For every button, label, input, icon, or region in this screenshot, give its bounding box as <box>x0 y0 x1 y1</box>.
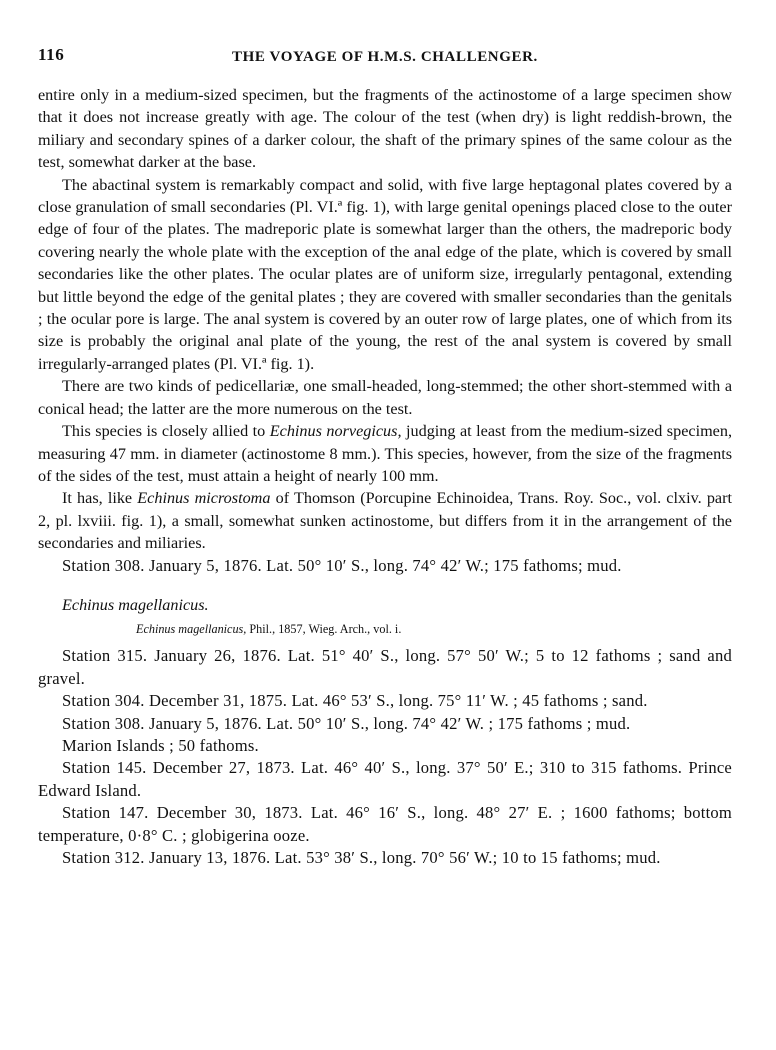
paragraph-pedicellariae: There are two kinds of pedicellariæ, one small-headed, long-stemmed; the other short-stemmed with a conical head; the latter are the more numerous on the test. <box>38 377 732 418</box>
paragraph-affinity <box>38 420 732 487</box>
reference-species-name: Echinus magellanicus, <box>136 622 247 637</box>
species-reference <box>38 620 732 638</box>
text-run: of Thomson (Porcupine Echinoidea, Trans. Roy. Soc., vol. clxiv. part 2, pl. lxviii. fig. 1), a small, somewhat sunken actinostome, but differs from it in the arrangement of the secondaries and miliaries. <box>38 489 732 553</box>
species-heading: Echinus magellanicus. <box>62 595 209 614</box>
paragraph-comparison <box>38 487 732 554</box>
species-name-italic: Echinus microstoma <box>137 489 271 508</box>
reference-citation: Phil., 1857, Wieg. Arch., vol. i. <box>246 622 402 637</box>
paragraph-abactinal-system: The abactinal system is remarkably compact and solid, with five large heptagonal plates covered by a close granulation of small secondaries (Pl. VI.ª fig. 1), with large genital openings placed close to the outer edge of four of the plates. The madreporic plate is somewhat larger than the others, the madreporic body covering nearly the whole plate with the exception of the anal edge of the plate, which is covered by small secondaries like the other plates. The ocular plates are of uniform size, irregularly pentagonal, extending but little beyond the edge of the genital plates ; they are covered with smaller secondaries than the genitals ; the ocular pore is large. The anal system is covered by an outer row of large plates, one of which from its size is probably the original anal plate of the young, the rest of the anal system is covered by small irregularly-arranged plates (Pl. VI.ª fig. 1). <box>38 175 732 373</box>
page-number: 116 <box>38 45 65 64</box>
station-record: Marion Islands ; 50 fathoms. <box>62 735 259 755</box>
species-name-italic: Echinus norvegicus, <box>269 422 402 441</box>
text-run: judging at least from the medium-sized specimen, measuring 47 mm. in diameter (actinostome 8 mm.). This species, however, from the size of the fragments of the sides of the test, must attain a height of nearly 100 mm. <box>38 422 732 485</box>
text-run: It has, like <box>62 489 138 508</box>
station-record: Station 315. January 26, 1876. Lat. 51° 40′ S., long. 57° 50′ W.; 5 to 12 fathoms ; sand and gravel. <box>38 646 732 688</box>
running-header <box>38 44 732 66</box>
text-run: This species is closely allied to <box>62 422 270 441</box>
station-record: Station 145. December 27, 1873. Lat. 46° 40′ S., long. 37° 50′ E.; 310 to 315 fathoms. Prince Edward Island. <box>38 758 732 800</box>
station-record: Station 308. January 5, 1876. Lat. 50° 10′ S., long. 74° 42′ W.; 175 fathoms; mud. <box>62 555 622 575</box>
station-record: Station 312. January 13, 1876. Lat. 53° 38′ S., long. 70° 56′ W.; 10 to 15 fathoms; mud. <box>62 848 661 867</box>
station-record: Station 308. January 5, 1876. Lat. 50° 10′ S., long. 74° 42′ W. ; 175 fathoms ; mud. <box>62 713 631 733</box>
paragraph-continuation: entire only in a medium-sized specimen, but the fragments of the actinostome of a large specimen show that it does not increase greatly with age. The colour of the test (when dry) is light reddish-brown, the miliary and secondary spines of a darker colour, the shaft of the primary spines of the same colour as the test, somewhat darker at the base. <box>38 86 732 172</box>
station-record: Station 147. December 30, 1873. Lat. 46° 16′ S., long. 48° 27′ E. ; 1600 fathoms; bottom temperature, 0·8° C. ; globigerina ooze. <box>38 803 732 845</box>
station-record: Station 304. December 31, 1875. Lat. 46° 53′ S., long. 75° 11′ W. ; 45 fathoms ; sand. <box>62 691 648 711</box>
running-title: THE VOYAGE OF H.M.S. CHALLENGER. <box>232 49 538 65</box>
